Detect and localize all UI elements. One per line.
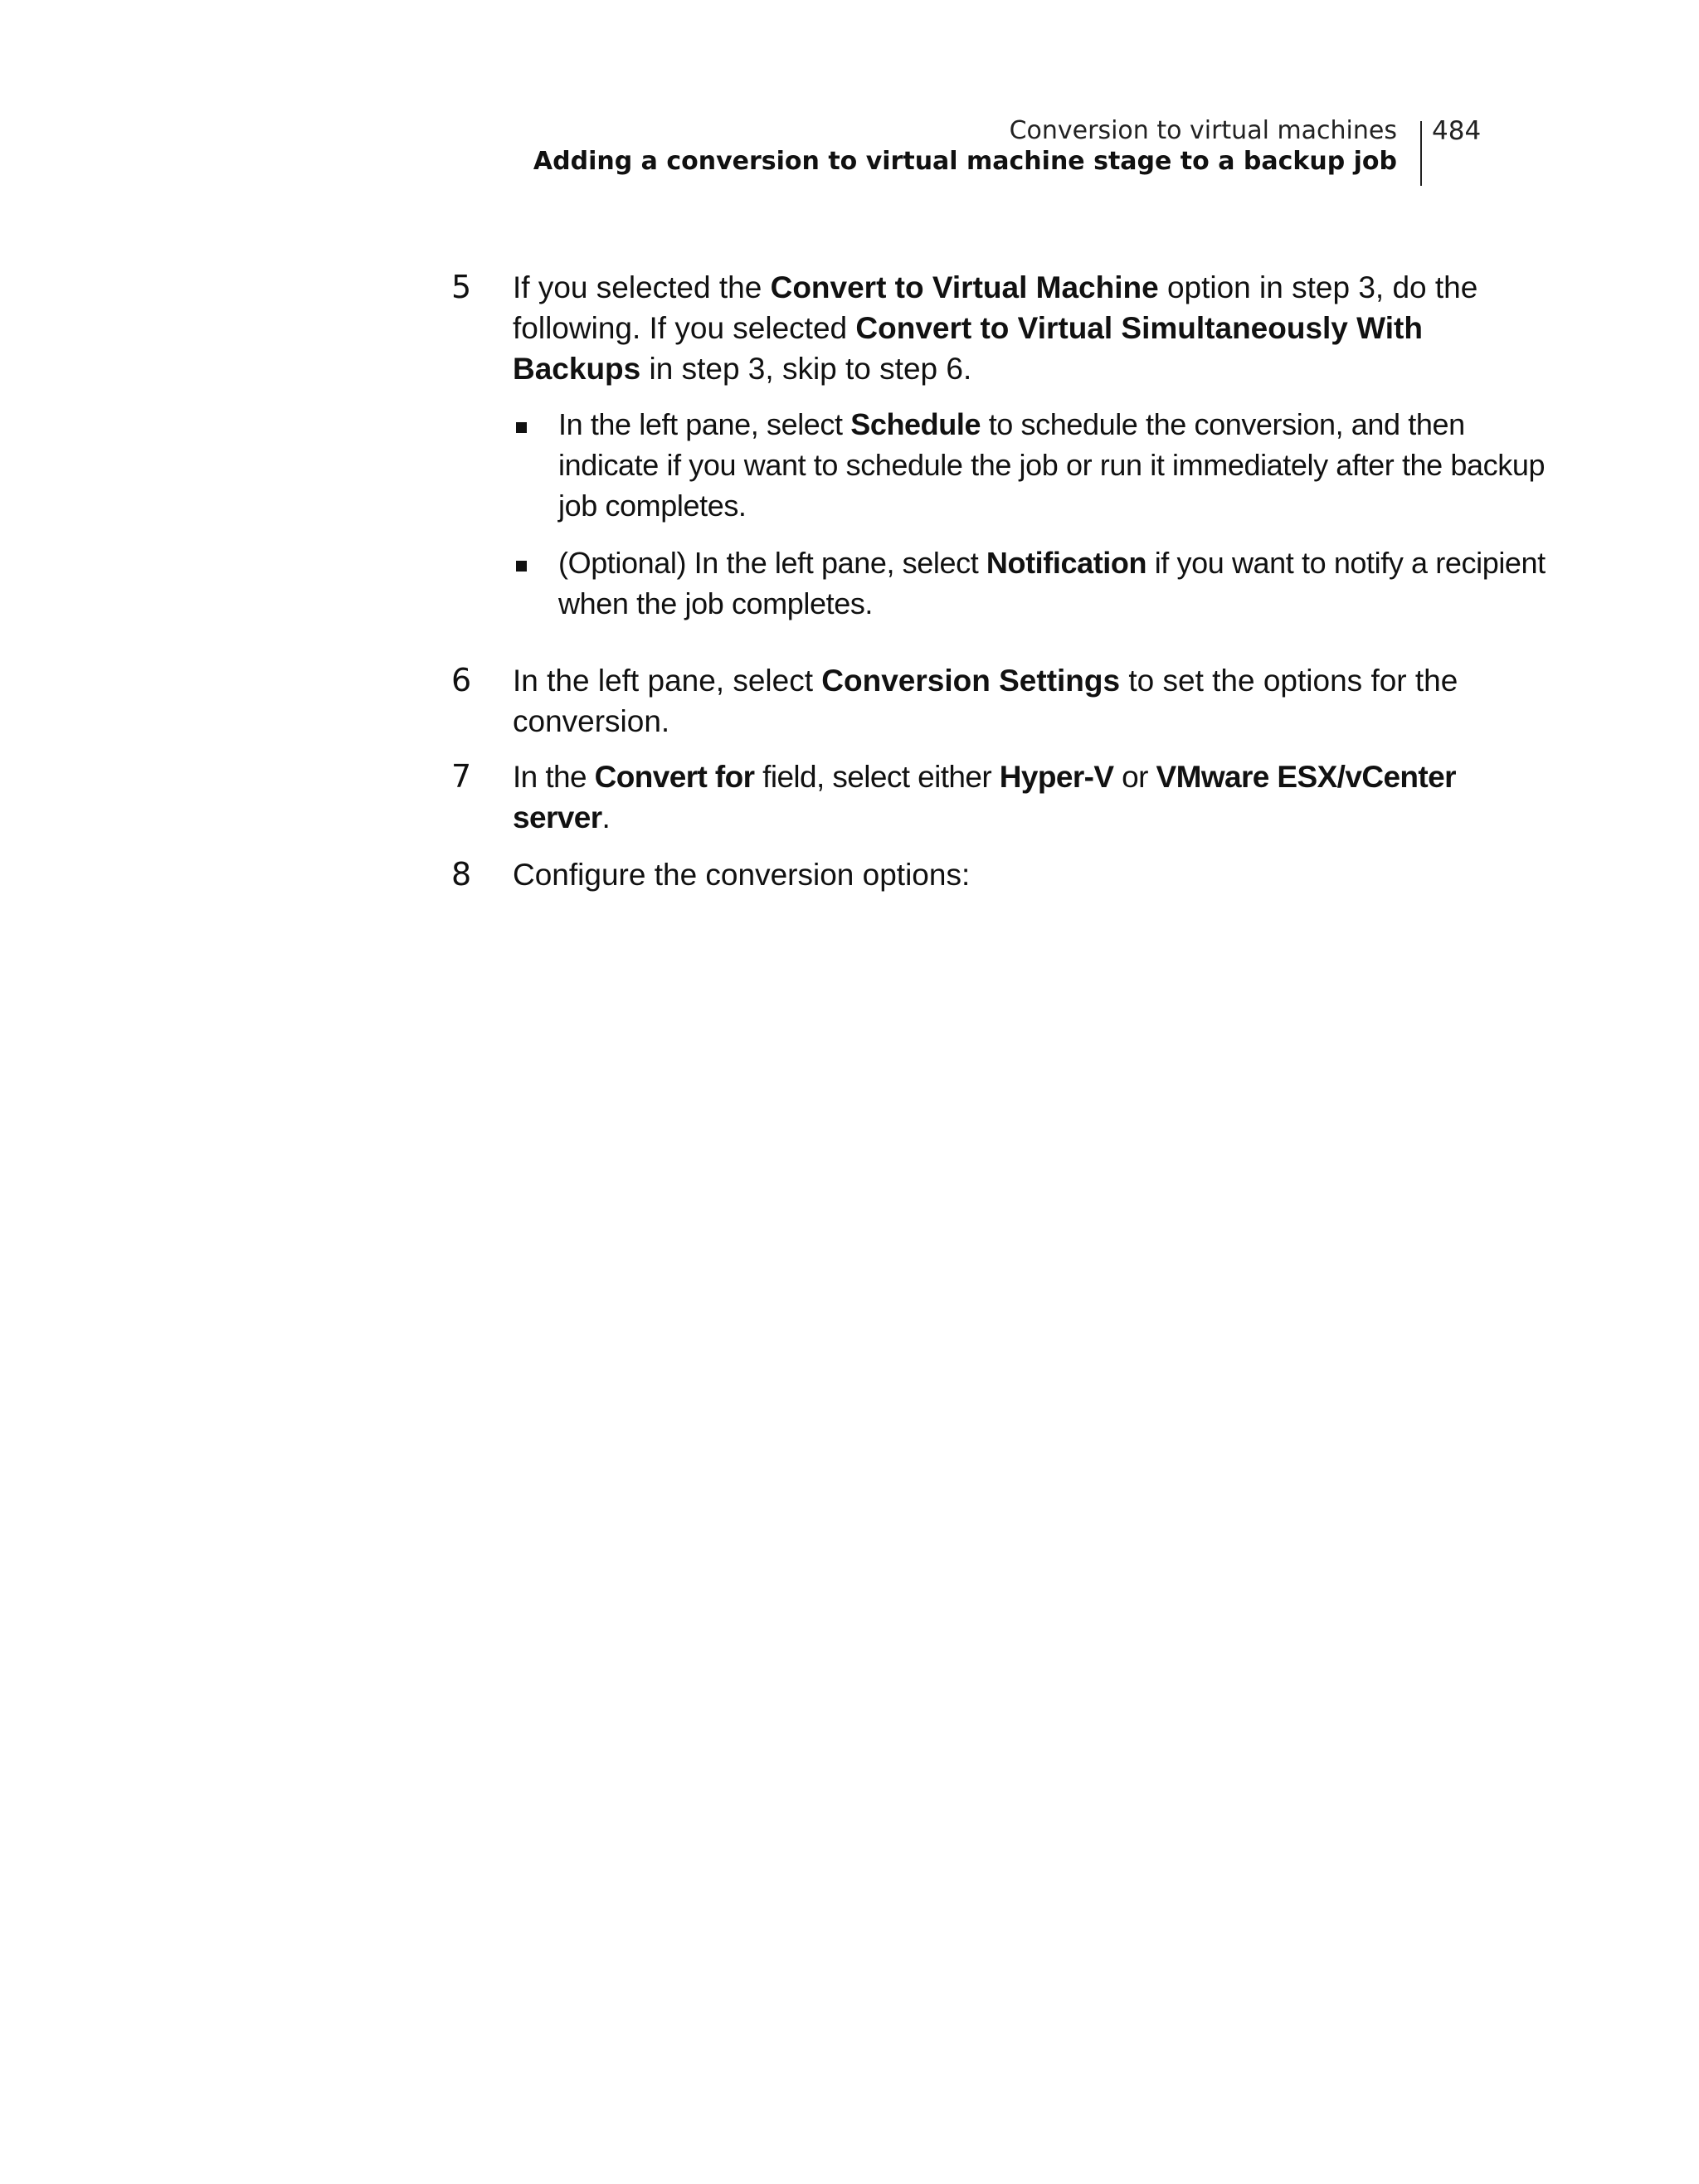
text-run: If you selected the xyxy=(513,270,771,304)
text-run: In the left pane, select xyxy=(558,407,851,441)
ui-option-name: Notification xyxy=(986,546,1147,580)
text-run: In the left pane, select xyxy=(513,664,822,698)
square-bullet-icon xyxy=(513,542,558,583)
page-number: 484 xyxy=(1432,116,1482,146)
step-body xyxy=(513,756,1546,838)
ui-option-name: Convert for xyxy=(594,760,755,794)
step-number: 7 xyxy=(451,758,472,795)
step-number: 6 xyxy=(451,662,472,698)
text-run: in step 3, skip to step 6. xyxy=(640,352,972,386)
step-number: 8 xyxy=(451,856,472,893)
step-5 xyxy=(451,267,1546,640)
step-text xyxy=(513,854,1546,895)
step-body xyxy=(513,854,1546,895)
chapter-title: Conversion to virtual machines xyxy=(1009,116,1397,145)
main-content xyxy=(451,267,1546,895)
ui-option-name: Schedule xyxy=(850,407,981,441)
ui-option-name: VMware ESX/vCenter server xyxy=(513,760,1456,834)
step-text xyxy=(513,267,1546,389)
ui-option-name: Convert to Virtual Simultaneously With Backups xyxy=(513,311,1423,386)
running-header xyxy=(387,113,1548,187)
text-run: Configure the conversion options: xyxy=(513,858,971,892)
header-divider xyxy=(1420,121,1422,186)
text-run: . xyxy=(601,800,611,834)
text-run: to schedule the conversion, and then indicate if you want to schedule the job or run it immediately after the backup job completes. xyxy=(558,407,1546,523)
step-text xyxy=(513,660,1546,742)
text-run: to set the options for the conversion. xyxy=(513,664,1458,738)
text-run: (Optional) In the left pane, select xyxy=(558,546,986,580)
ui-option-name: Convert to Virtual Machine xyxy=(770,270,1159,304)
step-8 xyxy=(451,854,1546,895)
section-title: Adding a conversion to virtual machine stage to a backup job xyxy=(533,147,1397,176)
step-text xyxy=(513,756,1546,838)
text-run: field, select either xyxy=(754,760,1000,794)
bullet-list xyxy=(513,404,1546,624)
header-titles xyxy=(533,116,1397,178)
bullet-text xyxy=(558,404,1546,526)
ui-option-name: Conversion Settings xyxy=(821,664,1121,698)
ui-option-name: Hyper-V xyxy=(999,760,1114,794)
text-run: or xyxy=(1113,760,1156,794)
step-number: 5 xyxy=(451,269,472,305)
list-item xyxy=(513,542,1546,624)
bullet-text xyxy=(558,542,1546,624)
text-run: if you want to notify a recipient when the job completes. xyxy=(558,546,1546,620)
step-body xyxy=(513,660,1546,742)
square-bullet-icon xyxy=(513,404,558,445)
step-6 xyxy=(451,660,1546,742)
step-body xyxy=(513,267,1546,640)
text-run: In the xyxy=(513,760,595,794)
list-item xyxy=(513,404,1546,526)
step-7 xyxy=(451,756,1546,838)
text-run: option in step 3, do the following. If you selected xyxy=(513,270,1478,345)
